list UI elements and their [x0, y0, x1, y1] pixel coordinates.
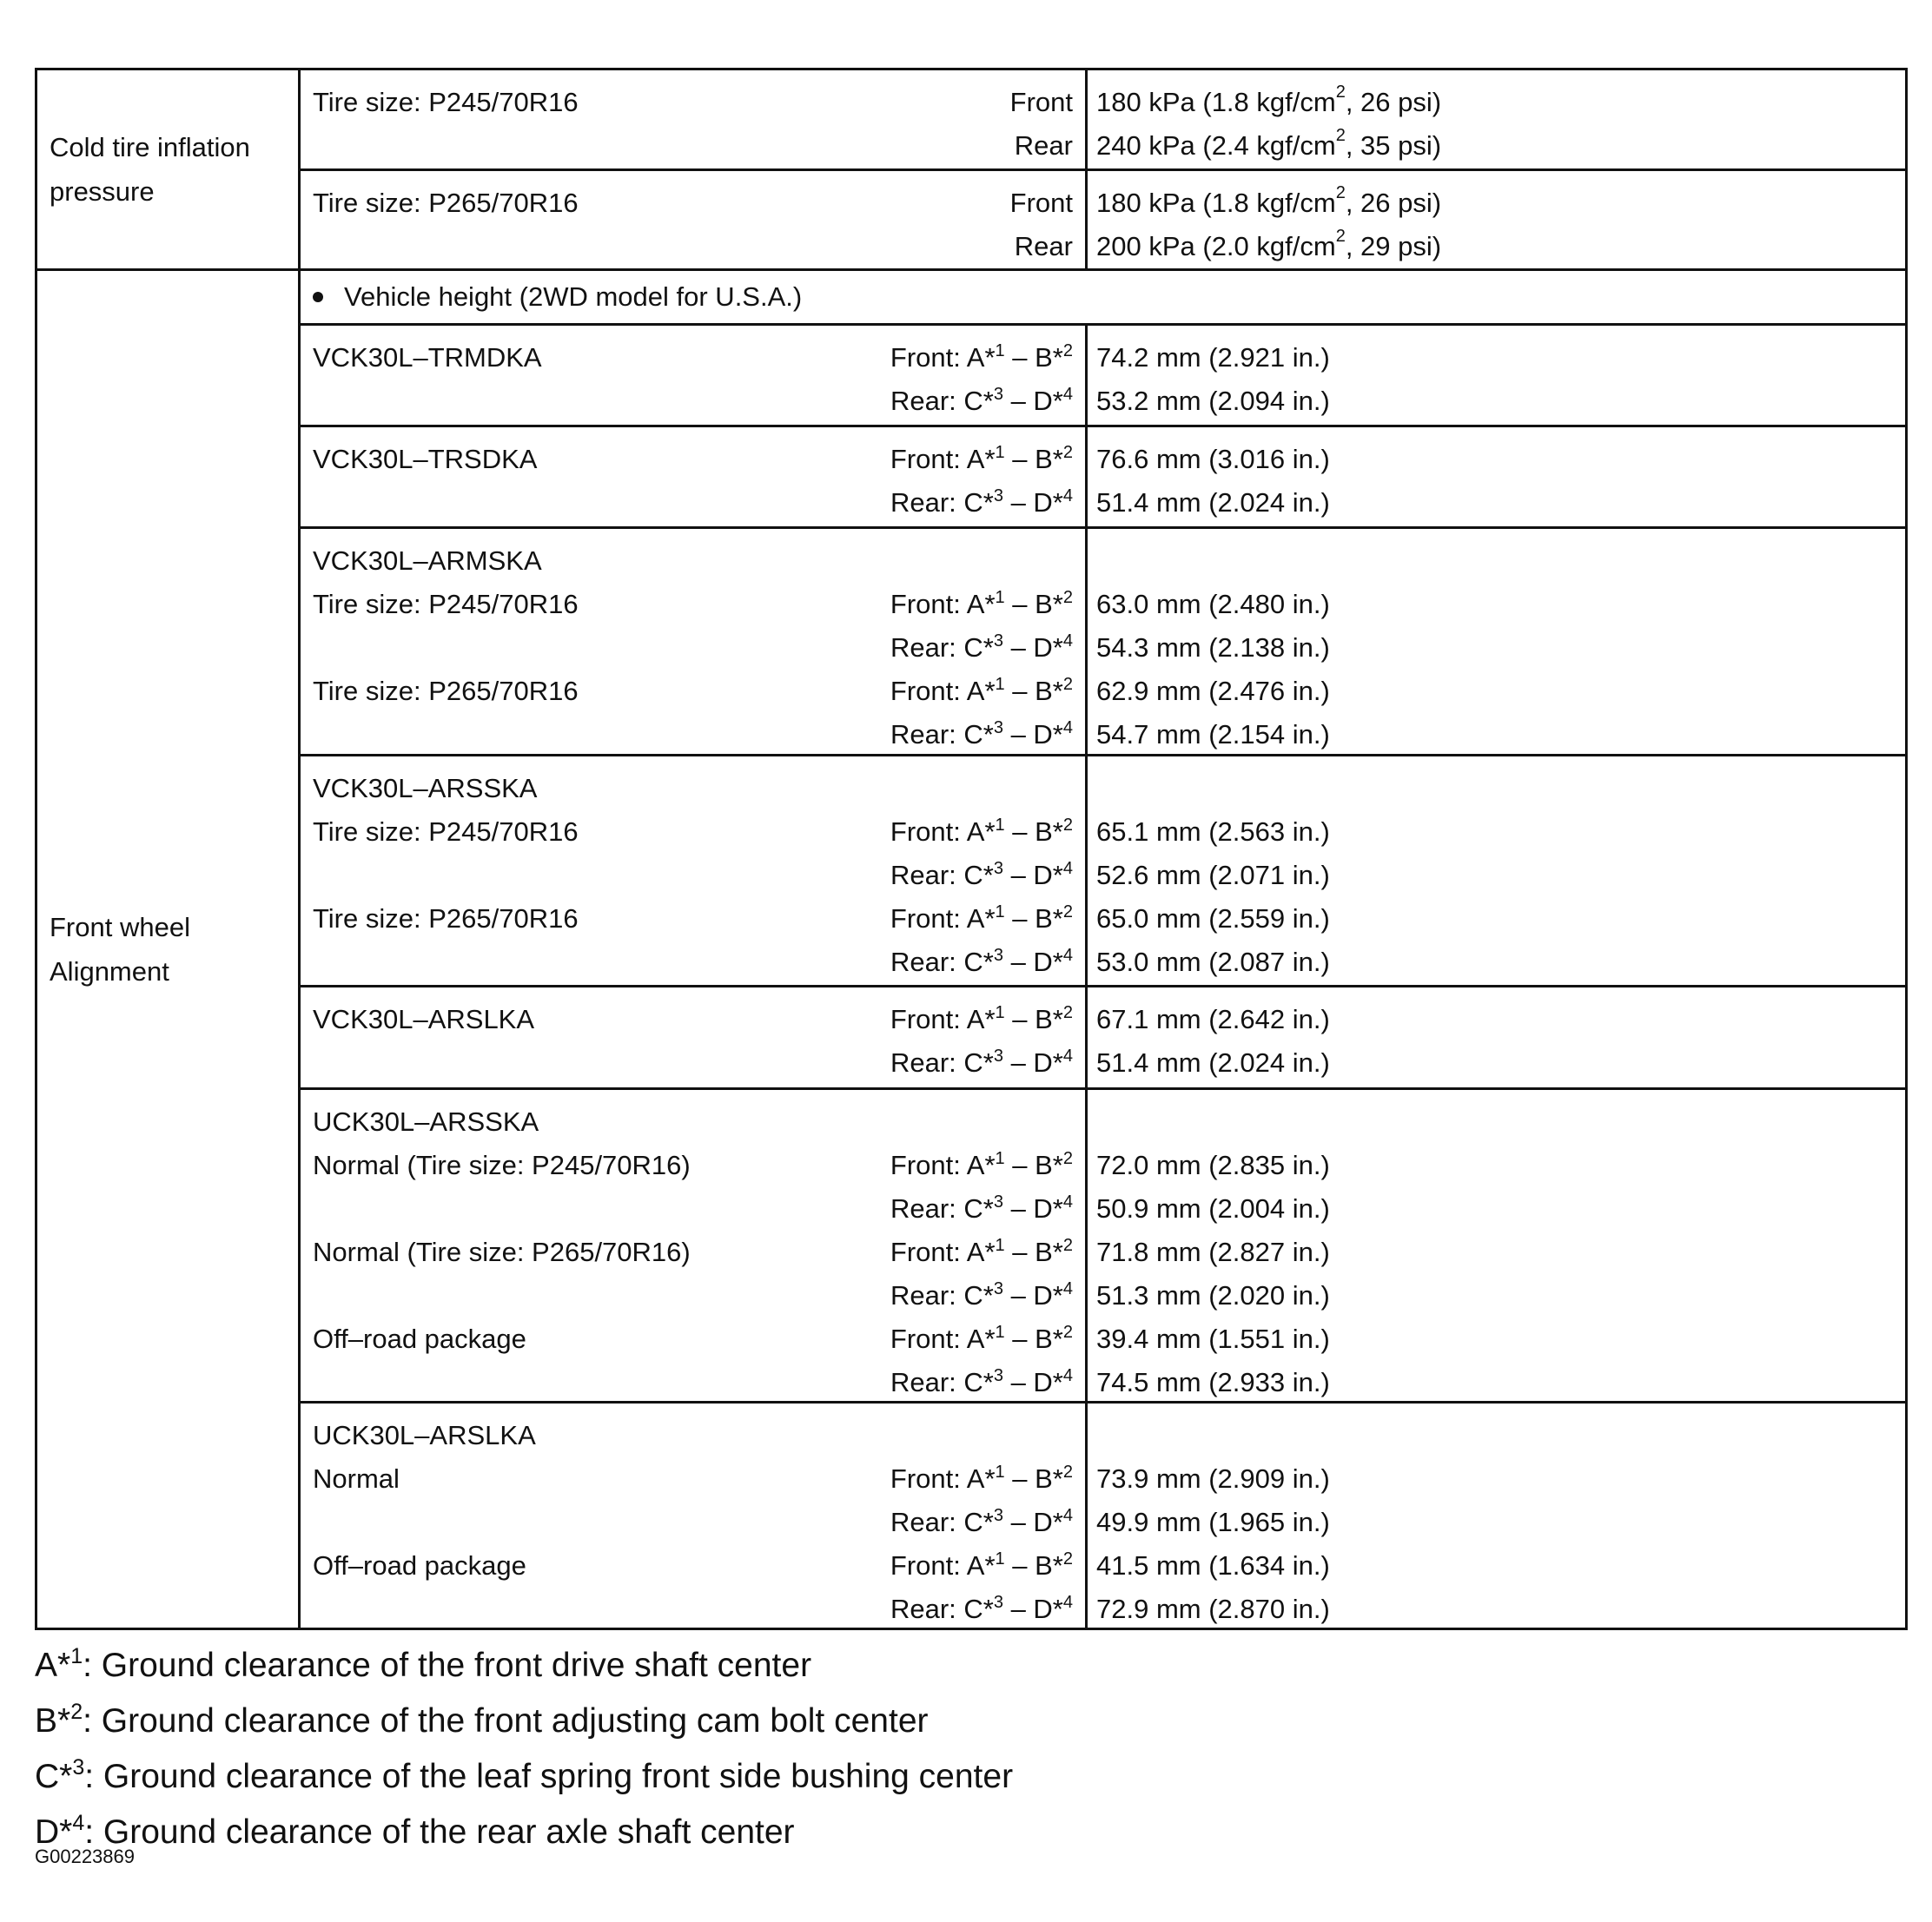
height-value: 65.0 mm (2.559 in.) [1096, 903, 1330, 934]
model-line [313, 626, 1073, 670]
height-value [1096, 1100, 1896, 1144]
label-part: – D* [1002, 1047, 1063, 1078]
front-measurement-label [890, 1457, 1073, 1501]
footnote [35, 1640, 1013, 1695]
height-value: 50.9 mm (2.004 in.) [1096, 1193, 1330, 1224]
label-part: – B* [1004, 903, 1063, 934]
height-value: 63.0 mm (2.480 in.) [1096, 589, 1330, 619]
superscript: 1 [995, 1549, 1005, 1569]
superscript: 2 [1335, 183, 1346, 202]
superscript: 2 [1062, 902, 1073, 921]
label-part: Rear: C* [890, 719, 994, 750]
model-values [1088, 1090, 1905, 1401]
height-value: 72.9 mm (2.870 in.) [1096, 1594, 1330, 1624]
label-part: – B* [1004, 1550, 1063, 1581]
rear-measurement-label [890, 380, 1073, 423]
label-part: Rear: C* [890, 1507, 994, 1537]
superscript: 2 [1062, 588, 1073, 607]
model-conditions [301, 326, 1088, 425]
height-value: 53.0 mm (2.087 in.) [1096, 947, 1330, 977]
model-row [301, 1090, 1905, 1404]
label-part: – D* [1002, 1507, 1063, 1537]
model-line [313, 1457, 1073, 1501]
model-condition-text: Off–road package [313, 1324, 526, 1354]
superscript: 1 [995, 588, 1005, 607]
superscript: 2 [1062, 1003, 1073, 1022]
label-part: – D* [1002, 1280, 1063, 1311]
label-part: – B* [1004, 342, 1063, 373]
bullet-icon [313, 292, 323, 302]
model-line [313, 998, 1073, 1041]
model-condition-text [313, 626, 890, 670]
model-conditions [301, 529, 1088, 754]
model-line [313, 897, 1073, 941]
superscript: 2 [1335, 126, 1346, 145]
superscript: 2 [1062, 1323, 1073, 1342]
height-value: 62.9 mm (2.476 in.) [1096, 676, 1330, 706]
superscript: 2 [1062, 1236, 1073, 1255]
label-part: – D* [1002, 1193, 1063, 1224]
label-part: Front: A* [890, 676, 996, 706]
superscript: 4 [1062, 1366, 1073, 1385]
height-value [1096, 539, 1896, 583]
model-condition-text [313, 1274, 890, 1318]
height-value [1096, 1414, 1896, 1457]
model-line [313, 336, 1073, 380]
model-condition-text: VCK30L–ARMSKA [313, 545, 542, 576]
pressure-value-main: 180 kPa (1.8 kgf/cm [1096, 87, 1336, 117]
label-part: Rear: C* [890, 1367, 994, 1397]
axle-position-label: Front [1009, 188, 1073, 218]
model-condition-text [313, 1361, 890, 1404]
label-part: – B* [1004, 1237, 1063, 1267]
label-part: Rear: C* [890, 386, 994, 416]
superscript: 1 [995, 1236, 1005, 1255]
model-condition-text: Tire size: P245/70R16 [313, 816, 579, 847]
superscript: 1 [995, 1463, 1005, 1482]
height-value: 41.5 mm (1.634 in.) [1096, 1550, 1330, 1581]
label-part: – D* [1002, 632, 1063, 663]
model-condition-text [313, 481, 890, 525]
height-value: 73.9 mm (2.909 in.) [1096, 1463, 1330, 1494]
model-line [313, 1144, 1073, 1187]
superscript: 2 [70, 1700, 83, 1724]
rear-measurement-label [890, 626, 1073, 670]
label-part: Front: A* [890, 1150, 996, 1180]
tire-size-label: Tire size: P265/70R16 [313, 188, 579, 218]
superscript: 1 [995, 816, 1005, 835]
pressure-value-rest: , 35 psi) [1345, 130, 1442, 161]
model-line [313, 1187, 1073, 1231]
footnote [35, 1695, 1013, 1751]
model-conditions [301, 427, 1088, 526]
category-front-wheel-alignment [37, 271, 298, 1628]
category-column [37, 70, 301, 1628]
footnote [35, 1806, 1013, 1862]
pressure-value-main: 200 kPa (2.0 kgf/cm [1096, 231, 1336, 261]
model-line [313, 539, 1073, 583]
tire-size-label: Tire size: P245/70R16 [313, 87, 579, 117]
model-condition-text: VCK30L–TRMDKA [313, 342, 542, 373]
footnote-text: : Ground clearance of the front adjusting cam bolt center [83, 1702, 929, 1740]
model-line [313, 1041, 1073, 1085]
superscript: 2 [1335, 83, 1346, 102]
model-row [301, 529, 1905, 756]
rear-measurement-label [890, 1501, 1073, 1544]
superscript: 4 [1062, 1593, 1073, 1612]
label-part: – B* [1004, 1004, 1063, 1034]
model-line [313, 1588, 1073, 1631]
height-value: 65.1 mm (2.563 in.) [1096, 816, 1330, 847]
category-label-line: Alignment [50, 956, 169, 987]
front-measurement-label [890, 336, 1073, 380]
front-measurement-label [890, 670, 1073, 713]
superscript: 4 [1062, 718, 1073, 737]
height-value [1096, 767, 1896, 810]
rear-measurement-label [890, 1588, 1073, 1631]
tire-size-label [313, 124, 1015, 168]
superscript: 4 [1062, 1279, 1073, 1298]
height-value: 74.2 mm (2.921 in.) [1096, 342, 1330, 373]
rear-measurement-label [890, 1274, 1073, 1318]
rear-measurement-label [890, 941, 1073, 984]
tire-size-label [313, 225, 1015, 268]
category-label-line: Front wheel [50, 912, 190, 942]
superscript: 3 [993, 859, 1003, 878]
figure-id: G00223869 [35, 1846, 135, 1867]
label-part: Rear: C* [890, 860, 994, 890]
footnote-key: B* [35, 1702, 71, 1740]
model-conditions [301, 756, 1088, 985]
label-part: Front: A* [890, 444, 996, 474]
pressure-row [301, 70, 1905, 171]
label-part: Rear: C* [890, 1193, 994, 1224]
model-condition-text: Off–road package [313, 1550, 526, 1581]
pressure-value-rest: , 26 psi) [1345, 188, 1442, 218]
height-value: 74.5 mm (2.933 in.) [1096, 1367, 1330, 1397]
rear-measurement-label [890, 1361, 1073, 1404]
model-condition-text [313, 1041, 890, 1085]
height-value: 67.1 mm (2.642 in.) [1096, 1004, 1330, 1034]
label-part: – B* [1004, 816, 1063, 847]
model-condition-text [313, 1501, 890, 1544]
category-label-line: pressure [50, 176, 155, 207]
model-line [313, 854, 1073, 897]
superscript: 1 [995, 443, 1005, 462]
superscript: 4 [1062, 1192, 1073, 1212]
label-part: Front: A* [890, 1237, 996, 1267]
model-conditions [301, 1090, 1088, 1401]
label-part: – B* [1004, 1150, 1063, 1180]
label-part: Front: A* [890, 1463, 996, 1494]
model-values [1088, 427, 1905, 526]
category-label-line: Cold tire inflation [50, 132, 250, 162]
label-part: – B* [1004, 1324, 1063, 1354]
label-part: – D* [1002, 386, 1063, 416]
label-part: Rear: C* [890, 1594, 994, 1624]
pressure-value-rest: , 26 psi) [1345, 87, 1442, 117]
rear-measurement-label [890, 481, 1073, 525]
height-value: 52.6 mm (2.071 in.) [1096, 860, 1330, 890]
label-part: Front: A* [890, 1324, 996, 1354]
height-value: 51.4 mm (2.024 in.) [1096, 487, 1330, 518]
model-conditions [301, 987, 1088, 1087]
values-area [301, 70, 1905, 1628]
superscript: 4 [1062, 385, 1073, 404]
model-line [313, 1361, 1073, 1404]
model-line [313, 1318, 1073, 1361]
model-conditions [301, 1404, 1088, 1628]
model-condition-text: Tire size: P245/70R16 [313, 589, 579, 619]
label-part: – D* [1002, 1594, 1063, 1624]
label-part: Rear: C* [890, 1280, 994, 1311]
superscript: 1 [995, 1149, 1005, 1168]
superscript: 4 [1062, 1506, 1073, 1525]
superscript: 1 [995, 341, 1005, 360]
superscript: 2 [1062, 675, 1073, 694]
label-part: Rear: C* [890, 947, 994, 977]
pressure-line [313, 124, 1073, 168]
pressure-value [1096, 124, 1896, 168]
model-condition-text: VCK30L–TRSDKA [313, 444, 538, 474]
pressure-row-values [1088, 70, 1905, 168]
height-value: 72.0 mm (2.835 in.) [1096, 1150, 1330, 1180]
model-condition-text: Normal [313, 1463, 400, 1494]
footnote-text: : Ground clearance of the leaf spring front side bushing center [84, 1758, 1014, 1795]
pressure-row-condition [301, 171, 1088, 268]
label-part: – B* [1004, 1463, 1063, 1494]
superscript: 2 [1062, 1463, 1073, 1482]
model-condition-text [313, 854, 890, 897]
front-measurement-label [890, 1318, 1073, 1361]
model-condition-text [313, 1588, 890, 1631]
superscript: 3 [72, 1755, 85, 1780]
superscript: 3 [993, 946, 1003, 965]
label-part: – B* [1004, 589, 1063, 619]
pressure-row-condition [301, 70, 1088, 168]
front-measurement-label [890, 810, 1073, 854]
front-measurement-label [890, 1544, 1073, 1588]
superscript: 4 [1062, 859, 1073, 878]
model-values [1088, 326, 1905, 425]
height-value: 49.9 mm (1.965 in.) [1096, 1507, 1330, 1537]
superscript: 3 [993, 1279, 1003, 1298]
label-part: Front: A* [890, 1004, 996, 1034]
footnote-key: C* [35, 1758, 73, 1795]
model-row [301, 756, 1905, 987]
model-condition-text [313, 713, 890, 756]
pressure-value [1096, 182, 1896, 225]
pressure-value [1096, 81, 1896, 124]
superscript: 1 [995, 675, 1005, 694]
model-values [1088, 756, 1905, 985]
model-condition-text: Tire size: P265/70R16 [313, 903, 579, 934]
model-line [313, 941, 1073, 984]
superscript: 4 [1062, 631, 1073, 651]
model-condition-text: VCK30L–ARSSKA [313, 773, 538, 803]
superscript: 1 [995, 1003, 1005, 1022]
model-line [313, 767, 1073, 810]
model-line [313, 1501, 1073, 1544]
model-line [313, 481, 1073, 525]
superscript: 2 [1062, 816, 1073, 835]
superscript: 2 [1062, 341, 1073, 360]
height-value: 54.3 mm (2.138 in.) [1096, 632, 1330, 663]
model-row [301, 987, 1905, 1090]
height-value: 54.7 mm (2.154 in.) [1096, 719, 1330, 750]
label-part: Front: A* [890, 342, 996, 373]
model-values [1088, 1404, 1905, 1628]
pressure-row [301, 171, 1905, 271]
model-row [301, 1404, 1905, 1628]
pressure-value-main: 240 kPa (2.4 kgf/cm [1096, 130, 1336, 161]
axle-position-label: Rear [1014, 231, 1073, 261]
footnote-key: A* [35, 1647, 71, 1684]
height-value: 71.8 mm (2.827 in.) [1096, 1237, 1330, 1267]
label-part: – D* [1002, 1367, 1063, 1397]
model-condition-text [313, 941, 890, 984]
superscript: 3 [993, 1192, 1003, 1212]
front-measurement-label [890, 1231, 1073, 1274]
superscript: 2 [1062, 1549, 1073, 1569]
label-part: – D* [1002, 860, 1063, 890]
label-part: Rear: C* [890, 487, 994, 518]
superscript: 3 [993, 1366, 1003, 1385]
superscript: 4 [1062, 486, 1073, 505]
model-condition-text: VCK30L–ARSLKA [313, 1004, 535, 1034]
rear-measurement-label [890, 713, 1073, 756]
vehicle-height-title: Vehicle height (2WD model for U.S.A.) [344, 281, 803, 312]
superscript: 3 [993, 631, 1003, 651]
label-part: Front: A* [890, 1550, 996, 1581]
model-condition-text: UCK30L–ARSSKA [313, 1106, 539, 1137]
label-part: Front: A* [890, 816, 996, 847]
front-measurement-label [890, 998, 1073, 1041]
superscript: 4 [1062, 946, 1073, 965]
superscript: 2 [1335, 227, 1346, 246]
label-part: Front: A* [890, 589, 996, 619]
model-values [1088, 987, 1905, 1087]
model-row [301, 326, 1905, 427]
vehicle-height-header [301, 271, 1905, 326]
model-row [301, 427, 1905, 529]
front-measurement-label [890, 1144, 1073, 1187]
superscript: 3 [993, 486, 1003, 505]
front-measurement-label [890, 897, 1073, 941]
model-line [313, 1274, 1073, 1318]
model-line [313, 380, 1073, 423]
axle-position-label: Rear [1014, 130, 1073, 161]
model-line [313, 713, 1073, 756]
model-line [313, 1231, 1073, 1274]
front-measurement-label [890, 583, 1073, 626]
label-part: Front: A* [890, 903, 996, 934]
model-values [1088, 529, 1905, 754]
pressure-value-rest: , 29 psi) [1345, 231, 1442, 261]
model-line [313, 583, 1073, 626]
specifications-table [35, 68, 1908, 1630]
label-part: – B* [1004, 444, 1063, 474]
model-line [313, 1544, 1073, 1588]
front-measurement-label [890, 438, 1073, 481]
model-line [313, 670, 1073, 713]
footnote-text: : Ground clearance of the front drive shaft center [83, 1647, 812, 1684]
superscript: 3 [993, 1593, 1003, 1612]
model-line [313, 810, 1073, 854]
model-condition-text: UCK30L–ARSLKA [313, 1420, 536, 1450]
pressure-value-main: 180 kPa (1.8 kgf/cm [1096, 188, 1336, 218]
model-condition-text [313, 1187, 890, 1231]
footnotes [35, 1640, 1013, 1862]
model-condition-text: Normal (Tire size: P265/70R16) [313, 1237, 691, 1267]
model-condition-text: Normal (Tire size: P245/70R16) [313, 1150, 691, 1180]
superscript: 3 [993, 385, 1003, 404]
height-value: 51.3 mm (2.020 in.) [1096, 1280, 1330, 1311]
superscript: 1 [995, 902, 1005, 921]
superscript: 1 [995, 1323, 1005, 1342]
rear-measurement-label [890, 854, 1073, 897]
label-part: – D* [1002, 947, 1063, 977]
model-line [313, 1414, 1073, 1457]
superscript: 3 [993, 1506, 1003, 1525]
pressure-line [313, 225, 1073, 268]
footnote-text: : Ground clearance of the rear axle shaft center [84, 1813, 795, 1851]
superscript: 4 [72, 1811, 85, 1835]
superscript: 3 [993, 1047, 1003, 1066]
superscript: 4 [1062, 1047, 1073, 1066]
pressure-line [313, 182, 1073, 225]
footnote [35, 1751, 1013, 1806]
pressure-line [313, 81, 1073, 124]
label-part: – D* [1002, 487, 1063, 518]
model-line [313, 438, 1073, 481]
height-value: 51.4 mm (2.024 in.) [1096, 1047, 1330, 1078]
superscript: 2 [1062, 443, 1073, 462]
model-condition-text: Tire size: P265/70R16 [313, 676, 579, 706]
model-condition-text [313, 380, 890, 423]
rear-measurement-label [890, 1187, 1073, 1231]
model-line [313, 1100, 1073, 1144]
axle-position-label: Front [1009, 87, 1073, 117]
label-part: – B* [1004, 676, 1063, 706]
pressure-row-values [1088, 171, 1905, 268]
label-part: Rear: C* [890, 1047, 994, 1078]
superscript: 3 [993, 718, 1003, 737]
rear-measurement-label [890, 1041, 1073, 1085]
label-part: – D* [1002, 719, 1063, 750]
height-value: 53.2 mm (2.094 in.) [1096, 386, 1330, 416]
height-value: 76.6 mm (3.016 in.) [1096, 444, 1330, 474]
superscript: 1 [70, 1644, 83, 1668]
label-part: Rear: C* [890, 632, 994, 663]
category-cold-tire-inflation-pressure [37, 70, 298, 271]
pressure-value [1096, 225, 1896, 268]
height-value: 39.4 mm (1.551 in.) [1096, 1324, 1330, 1354]
footnote-key: D* [35, 1813, 73, 1851]
superscript: 2 [1062, 1149, 1073, 1168]
